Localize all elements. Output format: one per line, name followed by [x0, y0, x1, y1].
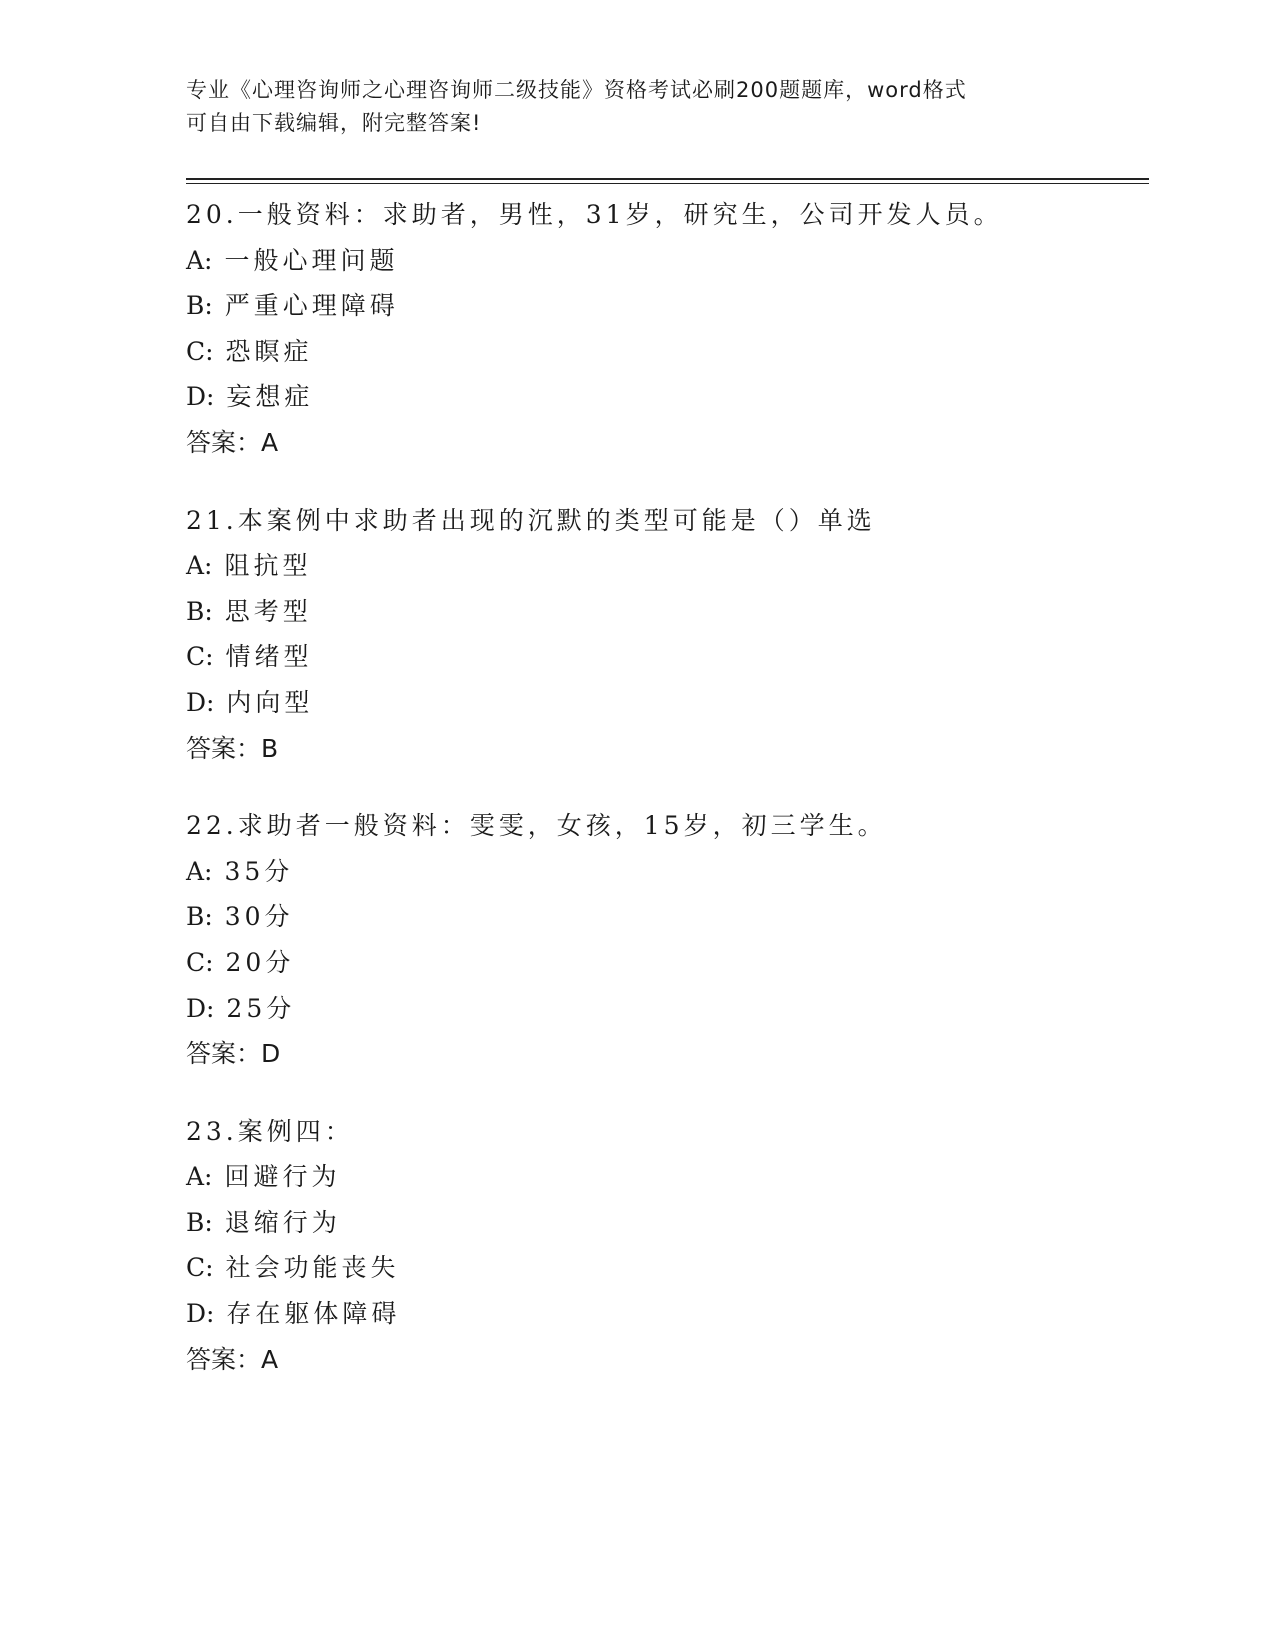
- option-d: [186, 374, 1146, 420]
- option-text: 思考型: [224, 596, 312, 626]
- option-d: [186, 986, 1146, 1032]
- option-text: 退缩行为: [224, 1207, 341, 1237]
- document-header: [186, 74, 1066, 140]
- header-divider-thick: [186, 178, 1149, 180]
- answer-line: 答案：A: [186, 1344, 279, 1374]
- option-c: [186, 940, 1146, 986]
- question-stem: 20.一般资料：求助者，男性，31岁，研究生，公司开发人员。: [186, 200, 1003, 229]
- option-text: 30分: [224, 902, 294, 932]
- option-text: 恐瞑症: [225, 336, 313, 366]
- option-key: B:: [186, 1207, 213, 1237]
- option-b: [186, 894, 1146, 940]
- option-key: A:: [186, 551, 213, 581]
- option-key: D:: [186, 993, 215, 1023]
- option-key: D:: [186, 1299, 215, 1329]
- header-line-2: 可自由下载编辑，附完整答案!: [186, 111, 482, 135]
- option-text: 35分: [224, 856, 294, 886]
- question-20: [186, 192, 1146, 466]
- option-key: A:: [186, 856, 213, 886]
- option-text: 25分: [226, 993, 296, 1023]
- option-d: [186, 680, 1146, 726]
- option-text: 社会功能丧失: [225, 1253, 400, 1283]
- answer-line: 答案：A: [186, 427, 279, 457]
- option-c: [186, 634, 1146, 680]
- option-a: [186, 238, 1146, 284]
- answer-line: 答案：D: [186, 1039, 281, 1069]
- option-a: [186, 543, 1146, 589]
- option-d: [186, 1291, 1146, 1337]
- option-text: 一般心理问题: [224, 245, 399, 275]
- option-text: 阻抗型: [224, 551, 312, 581]
- option-text: 妄想症: [226, 382, 314, 412]
- option-a: [186, 1154, 1146, 1200]
- header-divider-thin: [186, 183, 1149, 184]
- option-text: 回避行为: [224, 1162, 341, 1192]
- option-c: [186, 1245, 1146, 1291]
- answer-line: 答案：B: [186, 733, 279, 763]
- option-key: B:: [186, 291, 213, 321]
- option-text: 存在躯体障碍: [226, 1299, 401, 1329]
- option-key: C:: [186, 1253, 214, 1283]
- option-key: D:: [186, 382, 215, 412]
- option-text: 20分: [225, 947, 295, 977]
- option-b: [186, 1200, 1146, 1246]
- question-21: [186, 498, 1146, 772]
- option-key: C:: [186, 642, 214, 672]
- option-b: [186, 589, 1146, 635]
- option-key: D:: [186, 687, 215, 717]
- header-line-1: 专业《心理咨询师之心理咨询师二级技能》资格考试必刷200题题库，word格式: [186, 78, 967, 102]
- option-text: 内向型: [226, 687, 314, 717]
- question-23: [186, 1109, 1146, 1383]
- question-stem: 21.本案例中求助者出现的沉默的类型可能是（）单选: [186, 505, 876, 535]
- question-22: [186, 803, 1146, 1077]
- option-key: A:: [186, 1162, 213, 1192]
- option-c: [186, 329, 1146, 375]
- option-key: C:: [186, 947, 214, 977]
- question-list: [186, 192, 1146, 1414]
- option-key: A:: [186, 245, 213, 275]
- question-stem: 23.案例四：: [186, 1116, 354, 1146]
- option-b: [186, 283, 1146, 329]
- option-text: 严重心理障碍: [224, 291, 399, 321]
- option-key: B:: [186, 902, 213, 932]
- option-key: B:: [186, 596, 213, 626]
- question-stem: 22.求助者一般资料：雯雯，女孩，15岁，初三学生。: [186, 811, 887, 841]
- option-key: C:: [186, 336, 214, 366]
- option-a: [186, 849, 1146, 895]
- option-text: 情绪型: [225, 642, 313, 672]
